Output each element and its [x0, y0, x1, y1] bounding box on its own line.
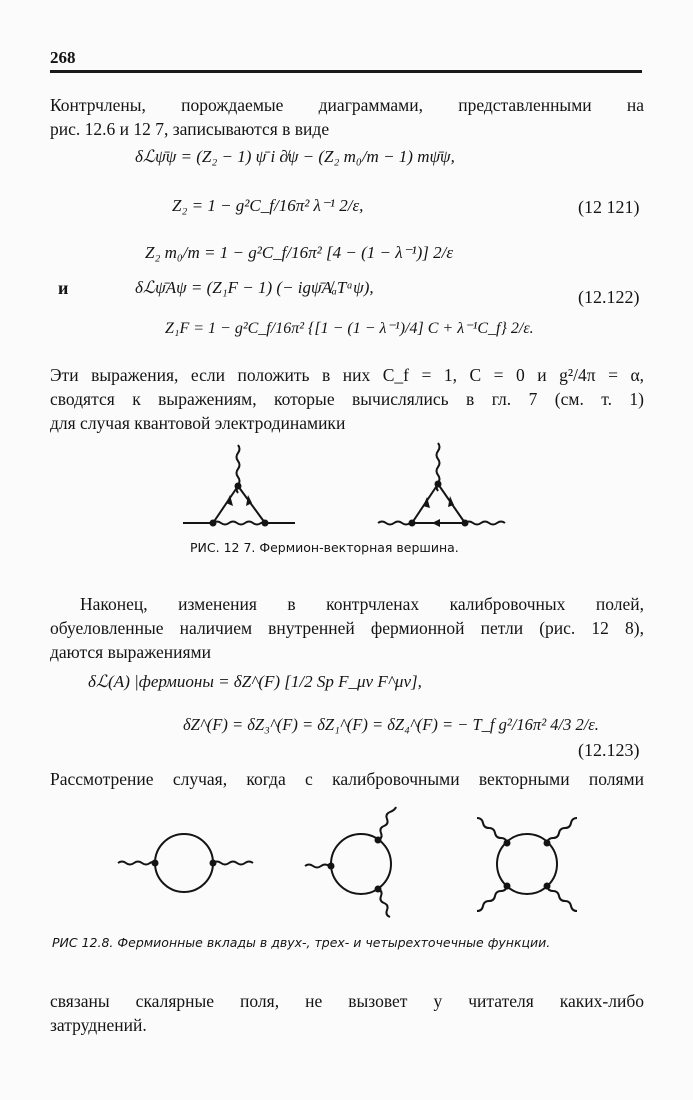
paragraph-3-line-3: даются выражениями — [50, 642, 211, 662]
paragraph-5-line-1: связаны скалярные поля, не вызовет у читателя каких-либо — [50, 991, 644, 1011]
connector-and: и — [58, 278, 69, 298]
loop-four-point — [477, 818, 577, 911]
equation-12-123-line-2: δZ^(F) = δZ₃^(F) = δZ₁^(F) = δZ₄^(F) = − T_f g²/16π² 4/3 2/ε. — [183, 715, 599, 734]
equation-number-12-122: (12.122) — [578, 287, 640, 307]
paragraph-2-line-3: для случая квантовой электродинамики — [50, 413, 346, 433]
paragraph-1-line-1: Контрчлены, порождаемые диаграммами, представленными на — [50, 95, 644, 115]
equation-12-122-line-1: δℒψ̄Aψ = (Z₁F − 1) (− igψ̄A̸ₐTᵃψ), — [135, 278, 374, 297]
equation-12-122-line-2: Z₁F = 1 − g²C_f/16π² {[1 − (1 − λ⁻¹)/4] C + λ⁻¹C_f} 2/ε. — [165, 320, 534, 337]
paragraph-2-line-2: сводятся к выражениям, которые вычислялись в гл. 7 (см. т. 1) — [50, 389, 644, 409]
figure-12-7-caption: РИС. 12 7. Фермион-векторная вершина. — [190, 540, 459, 555]
loop-two-point — [118, 834, 253, 892]
paragraph-1-line-2: рис. 12.6 и 12 7, записываются в виде — [50, 119, 330, 139]
paragraph-3-line-2: обуеловленные наличием внутренней фермионной петли (рис. 12 8), — [50, 618, 644, 638]
figure-12-8-caption: РИС 12.8. Фермионные вклады в двух-, трех- и четырехточечные функции. — [52, 935, 551, 950]
paragraph-4-line-1: Рассмотрение случая, когда с калибровочными векторными полями — [50, 769, 644, 789]
equation-12-121-line-1: δℒψ̄ψ = (Z₂ − 1) ψ̄ i ∂̸ψ − (Z₂ m₀/m − 1) mψ̄ψ, — [135, 147, 455, 166]
equation-12-121-line-2: Z₂ = 1 − g²C_f/16π² λ⁻¹ 2/ε, — [172, 196, 364, 215]
paragraph-5 — [50, 989, 644, 1037]
loop-three-point — [305, 807, 396, 917]
paragraph-2-line-1: Эти выражения, если положить в них C_f = 1, C = 0 и g²/4π = α, — [50, 365, 644, 385]
paragraph-3-line-1: Наконец, изменения в контрчленах калибровочных полей, — [80, 594, 644, 614]
equation-12-123-line-1: δℒ(A) |фермионы = δZ^(F) [1/2 Sp F_μν F^μν], — [88, 672, 422, 691]
equation-number-12-121: (12 121) — [578, 197, 640, 217]
page-number: 268 — [50, 48, 76, 67]
equation-12-121-line-3: Z₂ m₀/m = 1 − g²C_f/16π² [4 − (1 − λ⁻¹)] 2/ε — [145, 243, 454, 262]
equation-number-12-123: (12.123) — [578, 740, 640, 760]
paragraph-5-line-2: затруднений. — [50, 1015, 147, 1035]
